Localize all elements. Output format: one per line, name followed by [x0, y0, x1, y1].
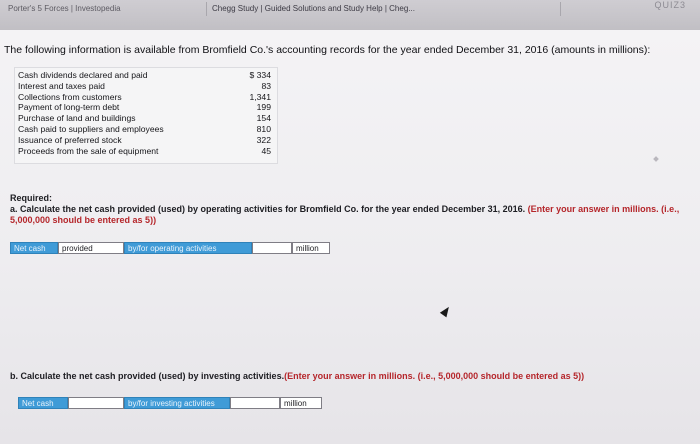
record-label: Interest and taxes paid — [18, 80, 105, 91]
record-value: 1,341 — [249, 91, 271, 102]
part-b-amount-input[interactable] — [230, 397, 280, 409]
record-value: 322 — [256, 134, 271, 145]
record-row — [15, 81, 277, 92]
record-label: Proceeds from the sale of equipment — [18, 145, 159, 156]
part-b-question — [10, 371, 584, 381]
provided-used-select[interactable] — [68, 397, 124, 409]
part-a-text: a. Calculate the net cash provided (used) by operating activities for Bromfield Co. for the year ended December 31, 2016. — [10, 204, 528, 214]
question-page — [0, 30, 700, 444]
million-unit-label: million — [292, 242, 330, 254]
record-label: Collections from customers — [18, 91, 122, 102]
screen-glare — [653, 156, 659, 162]
browser-tab-bar — [0, 0, 700, 31]
record-label: Purchase of land and buildings — [18, 113, 136, 124]
million-unit-label: million — [280, 397, 322, 409]
record-value: 810 — [256, 123, 271, 134]
tab-divider — [206, 2, 207, 16]
part-a-question — [10, 204, 690, 226]
record-label: Payment of long-term debt — [18, 102, 120, 113]
part-b-text: b. Calculate the net cash provided (used) by investing activities. — [10, 371, 285, 381]
part-b-instruction: (Enter your answer in millions. (i.e., 5,000,000 should be entered as 5)) — [284, 371, 585, 381]
record-label: Issuance of preferred stock — [18, 134, 122, 145]
record-value: 83 — [261, 80, 271, 91]
record-row — [15, 124, 277, 135]
record-row — [15, 102, 277, 113]
record-label: Cash dividends declared and paid — [18, 70, 148, 80]
record-row — [15, 92, 277, 103]
investing-activities-label: by/for investing activities — [124, 397, 230, 409]
record-row — [15, 70, 277, 81]
net-cash-label: Net cash — [10, 242, 58, 254]
tab-investopedia[interactable]: Porter's 5 Forces | Investopedia — [8, 4, 121, 13]
provided-used-select[interactable]: provided — [58, 242, 124, 254]
part-a-instruction: (Enter your answer in millions. (i.e., 5,000,000 should be entered as 5)) — [10, 204, 680, 225]
part-a-amount-input[interactable] — [252, 242, 292, 254]
tab-divider — [560, 2, 561, 16]
mouse-cursor-icon — [440, 305, 452, 318]
operating-activities-label: by/for operating activities — [124, 242, 252, 254]
required-heading: Required: — [10, 193, 53, 203]
tab-chegg[interactable]: Chegg Study | Guided Solutions and Study Help | Cheg... — [212, 4, 415, 13]
record-label: Cash paid to suppliers and employees — [18, 123, 164, 134]
record-row — [15, 113, 277, 124]
record-row — [15, 146, 277, 157]
tab-quiz[interactable]: QUIZ3 — [654, 0, 686, 10]
net-cash-label: Net cash — [18, 397, 68, 409]
record-row — [15, 135, 277, 146]
record-value: 199 — [256, 102, 271, 113]
record-value: 45 — [261, 145, 271, 156]
records-table — [14, 67, 278, 164]
record-value: 154 — [256, 113, 271, 124]
intro-text: The following information is available from Bromfield Co.'s accounting records for the year ended December 31, 2016 (amounts in millions): — [4, 44, 651, 56]
record-value: $ 334 — [249, 70, 271, 80]
